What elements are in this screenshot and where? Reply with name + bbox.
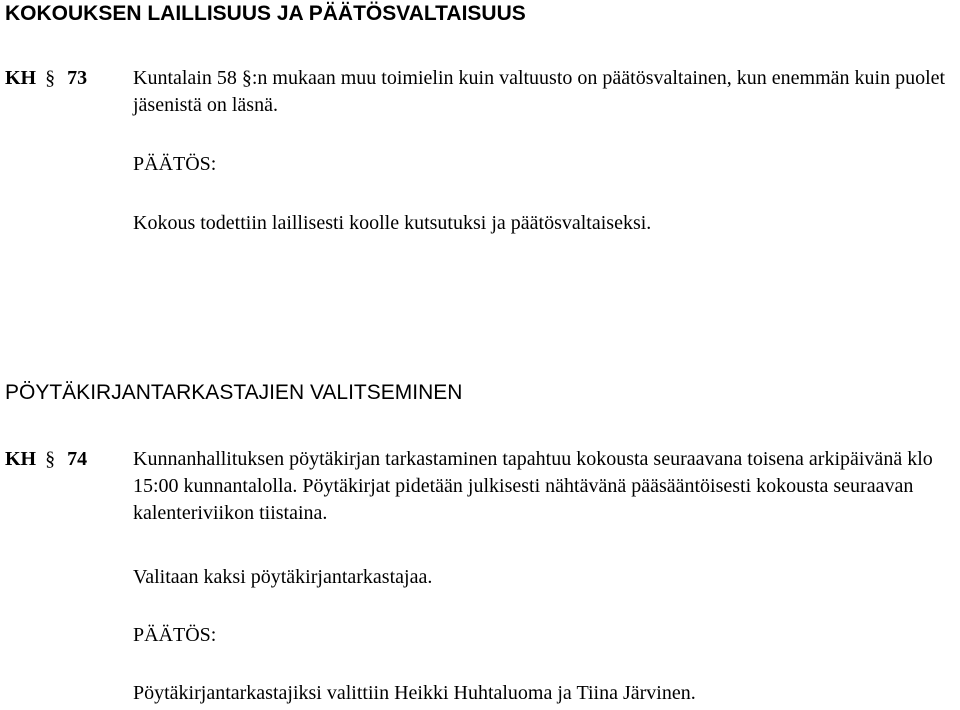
section-heading-kh73: KOKOUKSEN LAILLISUUS JA PÄÄTÖSVALTAISUUS [5, 2, 526, 25]
section-extra-kh74: Valitaan kaksi pöytäkirjantarkastajaa. [133, 566, 433, 588]
section-symbol: § [45, 67, 56, 89]
decision-text-kh73: Kokous todettiin laillisesti koolle kutsutuksi ja päätösvaltaiseksi. [133, 212, 652, 234]
section-reference-kh74 [5, 446, 87, 472]
section-body-kh73: Kuntalain 58 §:n mukaan muu toimielin kuin valtuusto on päätösvaltainen, kun enemmän kuin puolet jäsenistä on läsnä. [133, 67, 946, 116]
kh-number: 74 [67, 448, 88, 470]
kh-label: KH [5, 67, 37, 89]
decision-label-kh74: PÄÄTÖS: [133, 624, 217, 646]
decision-text-kh74: Pöytäkirjantarkastajiksi valittiin Heikki Huhtaluoma ja Tiina Järvinen. [133, 682, 696, 704]
kh-label: KH [5, 448, 37, 470]
decision-label-kh73: PÄÄTÖS: [133, 153, 217, 175]
section-reference-kh73 [5, 65, 87, 91]
section-symbol: § [45, 448, 56, 470]
kh-number: 73 [67, 67, 88, 89]
section-heading-kh74: PÖYTÄKIRJANTARKASTAJIEN VALITSEMINEN [5, 381, 463, 404]
section-body-kh74: Kunnanhallituksen pöytäkirjan tarkastaminen tapahtuu kokousta seuraavana toisena arkipäivänä klo 15:00 kunnantalolla. Pöytäkirjat pidetään julkisesti nähtävänä pääsääntöisesti kokousta seuraavan kalenteriviikon tiistaina. [133, 448, 933, 524]
